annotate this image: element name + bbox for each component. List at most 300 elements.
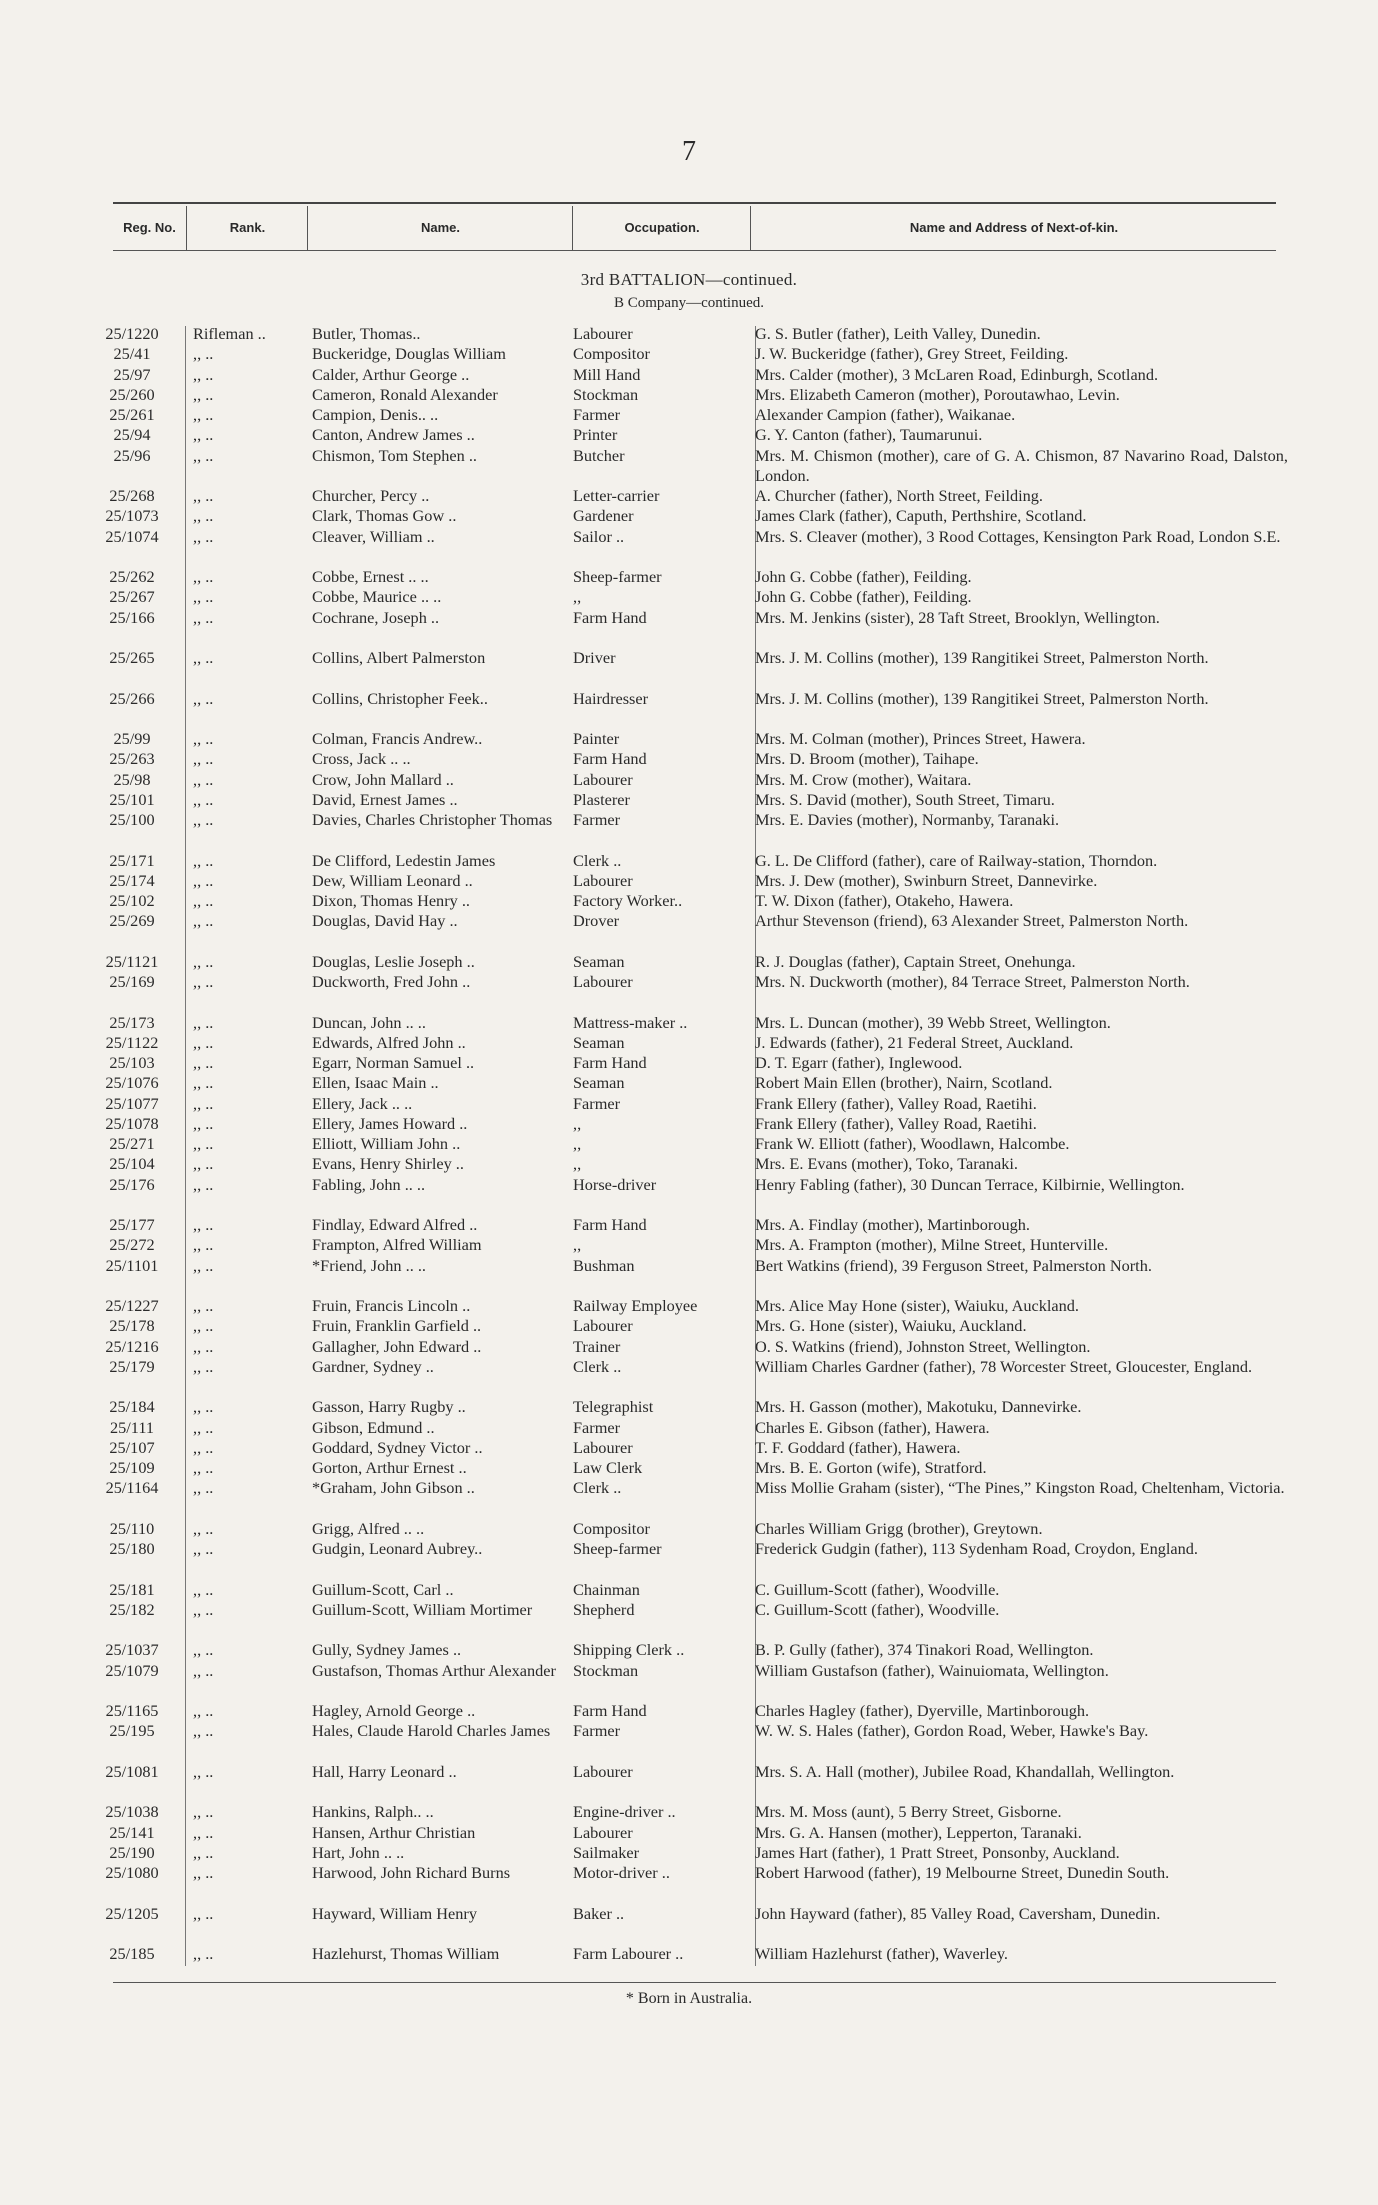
next-of-kin-cell: Frank Ellery (father), Valley Road, Raetihi. (755, 1093, 1037, 1113)
name-cell: Guillum-Scott, William Mortimer (312, 1599, 533, 1619)
rank-cell: ,, .. (193, 1822, 214, 1842)
occupation-cell: ,, (573, 1154, 582, 1174)
reg-no-cell: 25/41 (113, 344, 151, 364)
name-cell: Evans, Henry Shirley .. (312, 1154, 464, 1174)
rank-cell: ,, .. (193, 1863, 214, 1882)
next-of-kin-cell: J. W. Buckeridge (father), Grey Street, Feilding. (755, 344, 1069, 364)
next-of-kin-cell: Mrs. Calder (mother), 3 McLaren Road, Edinburgh, Scotland. (755, 364, 1159, 384)
reg-no-cell: 25/182 (109, 1599, 155, 1619)
reg-no-cell: 25/266 (109, 688, 155, 708)
rank-cell: ,, .. (193, 1701, 214, 1720)
next-of-kin-cell: Mrs. S. David (mother), South Street, Timaru. (755, 789, 1055, 809)
table-row (0, 1256, 1378, 1297)
next-of-kin-cell: James Clark (father), Caputh, Perthshire, Scotland. (755, 506, 1087, 526)
table-row (0, 324, 1378, 344)
reg-no-cell: 25/173 (109, 1012, 155, 1032)
table-row (0, 1762, 1378, 1803)
next-of-kin-cell: T. W. Dixon (father), Otakeho, Hawera. (755, 891, 1014, 910)
table-row (0, 1296, 1378, 1316)
reg-no-cell: 25/181 (109, 1579, 155, 1599)
table-row (0, 1600, 1378, 1641)
reg-no-cell: 25/1078 (105, 1113, 159, 1133)
next-of-kin-cell: G. S. Butler (father), Leith Valley, Dunedin. (755, 324, 1041, 343)
table-row (0, 527, 1378, 568)
reg-no-cell: 25/265 (109, 648, 155, 667)
rank-cell: ,, .. (193, 1154, 214, 1174)
name-cell: Hales, Claude Harold Charles James (312, 1721, 551, 1741)
name-cell: Cameron, Ronald Alexander (312, 384, 498, 404)
occupation-cell: Painter (573, 729, 620, 748)
rank-cell: ,, .. (193, 1539, 214, 1558)
name-cell: Edwards, Alfred John .. (312, 1032, 466, 1052)
name-cell: Gorton, Arthur Ernest .. (312, 1458, 467, 1477)
rank-cell: ,, .. (193, 607, 214, 627)
table-row (0, 1316, 1378, 1336)
rank-cell: ,, .. (193, 1478, 214, 1498)
table-row (0, 1539, 1378, 1580)
occupation-cell: Sailmaker (573, 1842, 640, 1862)
rank-cell: ,, .. (193, 405, 214, 424)
table-row (0, 1013, 1378, 1033)
table-row (0, 1904, 1378, 1945)
table-row (0, 1701, 1378, 1721)
rank-cell: ,, .. (193, 1316, 214, 1336)
occupation-cell: Farmer (573, 1721, 621, 1741)
table-row (0, 1094, 1378, 1114)
occupation-cell: ,, (573, 1235, 582, 1255)
occupation-cell: Sailor .. (573, 526, 625, 546)
occupation-cell: Law Clerk (573, 1458, 643, 1477)
occupation-cell: Farmer (573, 405, 621, 424)
name-cell: Calder, Arthur George .. (312, 364, 470, 384)
next-of-kin-cell: Mrs. A. Findlay (mother), Martinborough. (755, 1215, 1030, 1234)
table-row (0, 1458, 1378, 1478)
name-cell: Campion, Denis.. .. (312, 405, 439, 424)
name-cell: Frampton, Alfred William (312, 1235, 482, 1255)
rank-cell: ,, .. (193, 1599, 214, 1619)
name-cell: Ellen, Isaac Main .. (312, 1073, 439, 1093)
table-row (0, 506, 1378, 526)
table-row (0, 1802, 1378, 1822)
roll-table-body (0, 324, 1378, 1985)
occupation-cell: Gardener (573, 506, 634, 526)
name-cell: David, Ernest James .. (312, 789, 458, 809)
name-cell: Dixon, Thomas Henry .. (312, 891, 470, 910)
reg-no-cell: 25/99 (113, 729, 151, 748)
name-cell: Fruin, Franklin Garfield .. (312, 1316, 482, 1336)
name-cell: Gallagher, John Edward .. (312, 1336, 482, 1356)
occupation-cell: Clerk .. (573, 850, 622, 870)
next-of-kin-cell: W. W. S. Hales (father), Gordon Road, Weber, Hawke's Bay. (755, 1721, 1149, 1741)
occupation-cell: Mill Hand (573, 364, 641, 384)
name-cell: Gasson, Harry Rugby .. (312, 1397, 466, 1417)
table-row (0, 1215, 1378, 1235)
next-of-kin-cell: Robert Harwood (father), 19 Melbourne Street, Dunedin South. (755, 1863, 1170, 1882)
reg-no-cell: 25/1073 (105, 506, 159, 526)
reg-no-cell: 25/1216 (105, 1336, 159, 1356)
occupation-cell: Railway Employee (573, 1296, 698, 1315)
reg-no-cell: 25/94 (113, 425, 151, 445)
reg-no-cell: 25/1079 (105, 1660, 159, 1680)
column-header-reg-no: Reg. No. (123, 220, 176, 235)
rank-cell: ,, .. (193, 1518, 214, 1538)
occupation-cell: Clerk .. (573, 1478, 622, 1498)
next-of-kin-cell: Mrs. J. M. Collins (mother), 139 Rangitikei Street, Palmerston North. (755, 648, 1209, 667)
reg-no-cell: 25/262 (109, 567, 155, 586)
table-row (0, 891, 1378, 911)
occupation-cell: Stockman (573, 1660, 639, 1680)
occupation-cell: Shepherd (573, 1599, 635, 1619)
table-row (0, 1235, 1378, 1255)
occupation-cell: Bushman (573, 1255, 635, 1275)
occupation-cell: Farm Hand (573, 1215, 647, 1234)
name-cell: Davies, Charles Christopher Thomas (312, 810, 553, 829)
next-of-kin-cell: Mrs. E. Evans (mother), Toko, Taranaki. (755, 1154, 1018, 1174)
occupation-cell: Labourer (573, 324, 633, 343)
table-row (0, 1053, 1378, 1073)
table-row (0, 1418, 1378, 1438)
next-of-kin-cell: Mrs. S. A. Hall (mother), Jubilee Road, Khandallah, Wellington. (755, 1761, 1175, 1781)
rank-cell: ,, .. (193, 891, 214, 910)
rank-cell: ,, .. (193, 648, 214, 667)
company-heading: B Company—continued. (614, 295, 764, 311)
rank-cell: ,, .. (193, 1113, 214, 1133)
rank-cell: ,, .. (193, 1336, 214, 1356)
occupation-cell: Seaman (573, 1073, 625, 1093)
name-cell: Douglas, Leslie Joseph .. (312, 951, 475, 971)
rank-cell: ,, .. (193, 506, 214, 526)
name-cell: Hayward, William Henry (312, 1903, 477, 1923)
rank-cell: ,, .. (193, 1417, 214, 1437)
reg-no-cell: 25/190 (109, 1842, 155, 1862)
occupation-cell: Farm Hand (573, 749, 647, 769)
name-cell: Collins, Albert Palmerston (312, 648, 486, 667)
table-row (0, 587, 1378, 607)
name-cell: Canton, Andrew James .. (312, 425, 475, 445)
reg-no-cell: 25/107 (109, 1437, 155, 1457)
next-of-kin-cell: John G. Cobbe (father), Feilding. (755, 587, 972, 607)
table-row (0, 1337, 1378, 1357)
next-of-kin-cell: Arthur Stevenson (friend), 63 Alexander Street, Palmerston North. (755, 911, 1189, 931)
reg-no-cell: 25/166 (109, 607, 155, 627)
next-of-kin-cell: Mrs. M. Jenkins (sister), 28 Taft Street, Brooklyn, Wellington. (755, 607, 1160, 627)
occupation-cell: Mattress-maker .. (573, 1012, 688, 1032)
rank-cell: ,, .. (193, 526, 214, 546)
occupation-cell: Baker .. (573, 1903, 625, 1923)
occupation-cell: Horse-driver (573, 1174, 657, 1194)
rank-cell: ,, .. (193, 951, 214, 971)
name-cell: Hansen, Arthur Christian (312, 1822, 476, 1842)
column-header-occupation: Occupation. (572, 206, 751, 250)
name-cell: Cobbe, Ernest .. .. (312, 567, 429, 586)
rank-cell: ,, .. (193, 587, 214, 607)
reg-no-cell: 25/1074 (105, 526, 159, 546)
reg-no-cell: 25/97 (113, 364, 151, 384)
reg-no-cell: 25/1076 (105, 1073, 159, 1093)
occupation-cell: Labourer (573, 972, 633, 991)
table-row (0, 1661, 1378, 1702)
table-row (0, 952, 1378, 972)
rank-cell: ,, .. (193, 1660, 214, 1680)
table-row (0, 344, 1378, 364)
table-row (0, 365, 1378, 385)
rank-cell: ,, .. (193, 1437, 214, 1457)
name-cell: Clark, Thomas Gow .. (312, 506, 457, 526)
next-of-kin-cell: John Hayward (father), 85 Valley Road, Caversham, Dunedin. (755, 1903, 1161, 1923)
rank-cell: ,, .. (193, 1356, 214, 1376)
occupation-cell: Shipping Clerk .. (573, 1640, 685, 1660)
reg-no-cell: 25/267 (109, 587, 155, 607)
occupation-cell: Compositor (573, 344, 650, 364)
next-of-kin-cell: T. F. Goddard (father), Hawera. (755, 1437, 961, 1457)
table-row (0, 385, 1378, 405)
reg-no-cell: 25/110 (109, 1518, 155, 1538)
name-cell: Colman, Francis Andrew.. (312, 729, 483, 748)
rank-cell: ,, .. (193, 344, 214, 364)
next-of-kin-cell: Charles William Grigg (brother), Greytown. (755, 1518, 1043, 1538)
occupation-cell: Farm Labourer .. (573, 1944, 684, 1963)
rank-cell: ,, .. (193, 810, 214, 829)
next-of-kin-cell: Mrs. Alice May Hone (sister), Waiuku, Auckland. (755, 1296, 1079, 1315)
rank-cell: ,, .. (193, 1174, 214, 1194)
reg-no-cell: 25/1220 (105, 324, 159, 343)
next-of-kin-cell: James Hart (father), 1 Pratt Street, Ponsonby, Auckland. (755, 1842, 1120, 1862)
next-of-kin-cell: Mrs. L. Duncan (mother), 39 Webb Street, Wellington. (755, 1012, 1111, 1032)
occupation-cell: Stockman (573, 384, 639, 404)
rank-cell: ,, .. (193, 688, 214, 708)
occupation-cell: Seaman (573, 951, 625, 971)
reg-no-cell: 25/1080 (105, 1863, 159, 1882)
next-of-kin-cell: Mrs. N. Duckworth (mother), 84 Terrace Street, Palmerston North. (755, 972, 1190, 991)
reg-no-cell: 25/96 (113, 445, 151, 465)
table-row (0, 1073, 1378, 1093)
next-of-kin-cell: Mrs. J. M. Collins (mother), 139 Rangitikei Street, Palmerston North. (755, 688, 1209, 708)
reg-no-cell: 25/101 (109, 789, 155, 809)
rank-cell: ,, .. (193, 1458, 214, 1477)
name-cell: Cleaver, William .. (312, 526, 435, 546)
next-of-kin-cell: Mrs. A. Frampton (mother), Milne Street, Hunterville. (755, 1235, 1109, 1255)
rank-cell: ,, .. (193, 870, 214, 890)
next-of-kin-cell: G. Y. Canton (father), Taumarunui. (755, 425, 983, 445)
reg-no-cell: 25/260 (109, 384, 155, 404)
name-cell: Fabling, John .. .. (312, 1174, 426, 1194)
rank-cell: ,, .. (193, 850, 214, 870)
occupation-cell: Labourer (573, 1761, 633, 1781)
table-row (0, 1114, 1378, 1134)
name-cell: Cochrane, Joseph .. (312, 607, 440, 627)
occupation-cell: Motor-driver .. (573, 1863, 670, 1882)
table-row (0, 871, 1378, 891)
next-of-kin-cell: Mrs. G. Hone (sister), Waiuku, Auckland. (755, 1316, 1027, 1336)
rank-cell: ,, .. (193, 486, 214, 505)
reg-no-cell: 25/271 (109, 1134, 155, 1153)
name-cell: Goddard, Sydney Victor .. (312, 1437, 483, 1457)
name-cell: Ellery, Jack .. .. (312, 1093, 413, 1113)
name-cell: Churcher, Percy .. (312, 486, 430, 505)
reg-no-cell: 25/104 (109, 1154, 155, 1174)
reg-no-cell: 25/171 (109, 850, 155, 870)
next-of-kin-cell: William Hazlehurst (father), Waverley. (755, 1944, 1008, 1963)
occupation-cell: Seaman (573, 1032, 625, 1052)
footer-rule (113, 1982, 1276, 1983)
next-of-kin-cell: Frederick Gudgin (father), 113 Sydenham Road, Croydon, England. (755, 1539, 1198, 1558)
rank-cell: ,, .. (193, 1842, 214, 1862)
reg-no-cell: 25/1077 (105, 1093, 159, 1113)
reg-no-cell: 25/111 (109, 1417, 155, 1437)
name-cell: Gustafson, Thomas Arthur Alexander (312, 1660, 556, 1680)
reg-no-cell: 25/176 (109, 1174, 155, 1194)
table-row (0, 851, 1378, 871)
rank-cell: ,, .. (193, 1579, 214, 1599)
rank-cell: ,, .. (193, 384, 214, 404)
rank-cell: ,, .. (193, 567, 214, 586)
table-row (0, 446, 1378, 487)
reg-no-cell: 25/263 (109, 749, 155, 769)
occupation-cell: Clerk .. (573, 1356, 622, 1376)
reg-no-cell: 25/1037 (105, 1640, 159, 1660)
table-header (113, 206, 1276, 250)
next-of-kin-cell: Mrs. D. Broom (mother), Taihape. (755, 749, 979, 769)
column-header-rank: Rank. (186, 206, 308, 250)
occupation-cell: Compositor (573, 1518, 650, 1538)
occupation-cell: Farmer (573, 810, 621, 829)
table-row (0, 405, 1378, 425)
occupation-cell: ,, (573, 1113, 582, 1133)
name-cell: Crow, John Mallard .. (312, 769, 454, 789)
table-row (0, 608, 1378, 649)
next-of-kin-cell: Charles E. Gibson (father), Hawera. (755, 1417, 990, 1437)
table-row (0, 1357, 1378, 1398)
next-of-kin-cell: J. Edwards (father), 21 Federal Street, Auckland. (755, 1032, 1074, 1052)
reg-no-cell: 25/272 (109, 1235, 155, 1255)
occupation-cell: Printer (573, 425, 618, 445)
reg-no-cell: 25/195 (109, 1721, 155, 1741)
table-row (0, 972, 1378, 1013)
table-row (0, 770, 1378, 790)
name-cell: Findlay, Edward Alfred .. (312, 1215, 478, 1234)
name-cell: Collins, Christopher Feek.. (312, 688, 488, 708)
table-row (0, 810, 1378, 851)
table-row (0, 1478, 1378, 1519)
next-of-kin-cell: C. Guillum-Scott (father), Woodville. (755, 1599, 1000, 1619)
reg-no-cell: 25/1101 (105, 1255, 159, 1275)
name-cell: Gardner, Sydney .. (312, 1356, 434, 1376)
reg-no-cell: 25/1122 (105, 1032, 159, 1052)
next-of-kin-cell: William Charles Gardner (father), 78 Worcester Street, Gloucester, England. (755, 1356, 1253, 1376)
rank-cell: ,, .. (193, 1802, 214, 1822)
next-of-kin-cell: Mrs. M. Chismon (mother), care of G. A. Chismon, 87 Navarino Road, Dalston, London. (755, 445, 1288, 485)
reg-no-cell: 25/179 (109, 1356, 155, 1376)
rank-cell: ,, .. (193, 1397, 214, 1417)
next-of-kin-cell: John G. Cobbe (father), Feilding. (755, 567, 972, 586)
reg-no-cell: 25/98 (113, 769, 151, 789)
name-cell: Duckworth, Fred John .. (312, 972, 471, 991)
occupation-cell: Chainman (573, 1579, 640, 1599)
rank-cell: ,, .. (193, 445, 214, 465)
name-cell: Elliott, William John .. (312, 1134, 461, 1153)
occupation-cell: Labourer (573, 769, 633, 789)
reg-no-cell: 25/1081 (105, 1761, 159, 1781)
table-row (0, 1640, 1378, 1660)
rank-cell: ,, .. (193, 364, 214, 384)
reg-no-cell: 25/1227 (105, 1296, 159, 1315)
rank-cell: ,, .. (193, 1721, 214, 1741)
rank-cell: ,, .. (193, 1255, 214, 1275)
reg-no-cell: 25/1205 (105, 1903, 159, 1923)
reg-no-cell: 25/178 (109, 1316, 155, 1336)
occupation-cell: Farmer (573, 1093, 621, 1113)
name-cell: Cobbe, Maurice .. .. (312, 587, 442, 607)
table-row (0, 1823, 1378, 1843)
occupation-cell: Farm Hand (573, 607, 647, 627)
rank-cell: ,, .. (193, 1093, 214, 1113)
next-of-kin-cell: Robert Main Ellen (brother), Nairn, Scotland. (755, 1073, 1053, 1093)
rank-cell: ,, .. (193, 1073, 214, 1093)
rank-cell: ,, .. (193, 1903, 214, 1923)
occupation-cell: Letter-carrier (573, 486, 660, 505)
reg-no-cell: 25/1121 (105, 951, 159, 971)
next-of-kin-cell: Mrs. H. Gasson (mother), Makotuku, Dannevirke. (755, 1397, 1082, 1417)
table-row (0, 1580, 1378, 1600)
table-row (0, 1175, 1378, 1216)
name-cell: Cross, Jack .. .. (312, 749, 411, 769)
next-of-kin-cell: Alexander Campion (father), Waikanae. (755, 405, 1016, 424)
reg-no-cell: 25/174 (109, 870, 155, 890)
rank-cell: ,, .. (193, 769, 214, 789)
occupation-cell: Butcher (573, 445, 625, 465)
occupation-cell: Driver (573, 648, 616, 667)
occupation-cell: Labourer (573, 870, 633, 890)
rank-cell: ,, .. (193, 972, 214, 991)
table-row (0, 567, 1378, 587)
next-of-kin-cell: A. Churcher (father), North Street, Feilding. (755, 486, 1044, 505)
next-of-kin-cell: R. J. Douglas (father), Captain Street, Onehunga. (755, 951, 1076, 971)
battalion-heading: 3rd BATTALION—continued. (580, 270, 798, 289)
name-cell: Ellery, James Howard .. (312, 1113, 468, 1133)
table-row (0, 486, 1378, 506)
table-row (0, 1033, 1378, 1053)
next-of-kin-cell: Mrs. Elizabeth Cameron (mother), Poroutawhao, Levin. (755, 384, 1120, 404)
next-of-kin-cell: Mrs. J. Dew (mother), Swinburn Street, Dannevirke. (755, 870, 1098, 890)
occupation-cell: Farm Hand (573, 1053, 647, 1072)
rank-cell: ,, .. (193, 749, 214, 769)
occupation-cell: Engine-driver .. (573, 1802, 676, 1822)
rank-cell: ,, .. (193, 1134, 214, 1153)
name-cell: Guillum-Scott, Carl .. (312, 1579, 454, 1599)
rank-cell: ,, .. (193, 1944, 214, 1963)
next-of-kin-cell: William Gustafson (father), Wainuiomata, Wellington. (755, 1660, 1109, 1680)
reg-no-cell: 25/184 (109, 1397, 155, 1417)
name-cell: Gully, Sydney James .. (312, 1640, 462, 1660)
name-cell: Douglas, David Hay .. (312, 911, 458, 931)
occupation-cell: Labourer (573, 1822, 633, 1842)
reg-no-cell: 25/268 (109, 486, 155, 505)
rank-cell: ,, .. (193, 1053, 214, 1072)
page-number: 7 (682, 136, 696, 167)
rank-cell: ,, .. (193, 911, 214, 931)
next-of-kin-cell: Mrs. M. Moss (aunt), 5 Berry Street, Gisborne. (755, 1802, 1062, 1822)
occupation-cell: ,, (573, 587, 582, 607)
next-of-kin-cell: Henry Fabling (father), 30 Duncan Terrace, Kilbirnie, Wellington. (755, 1174, 1185, 1194)
next-of-kin-cell: Mrs. M. Crow (mother), Waitara. (755, 769, 972, 789)
table-row (0, 1154, 1378, 1174)
table-row (0, 729, 1378, 749)
reg-no-cell: 25/109 (109, 1458, 155, 1477)
next-of-kin-cell: Frank W. Elliott (father), Woodlawn, Halcombe. (755, 1134, 1070, 1153)
next-of-kin-cell: B. P. Gully (father), 374 Tinakori Road, Wellington. (755, 1640, 1094, 1660)
reg-no-cell: 25/185 (109, 1944, 155, 1963)
reg-no-cell: 25/177 (109, 1215, 155, 1234)
